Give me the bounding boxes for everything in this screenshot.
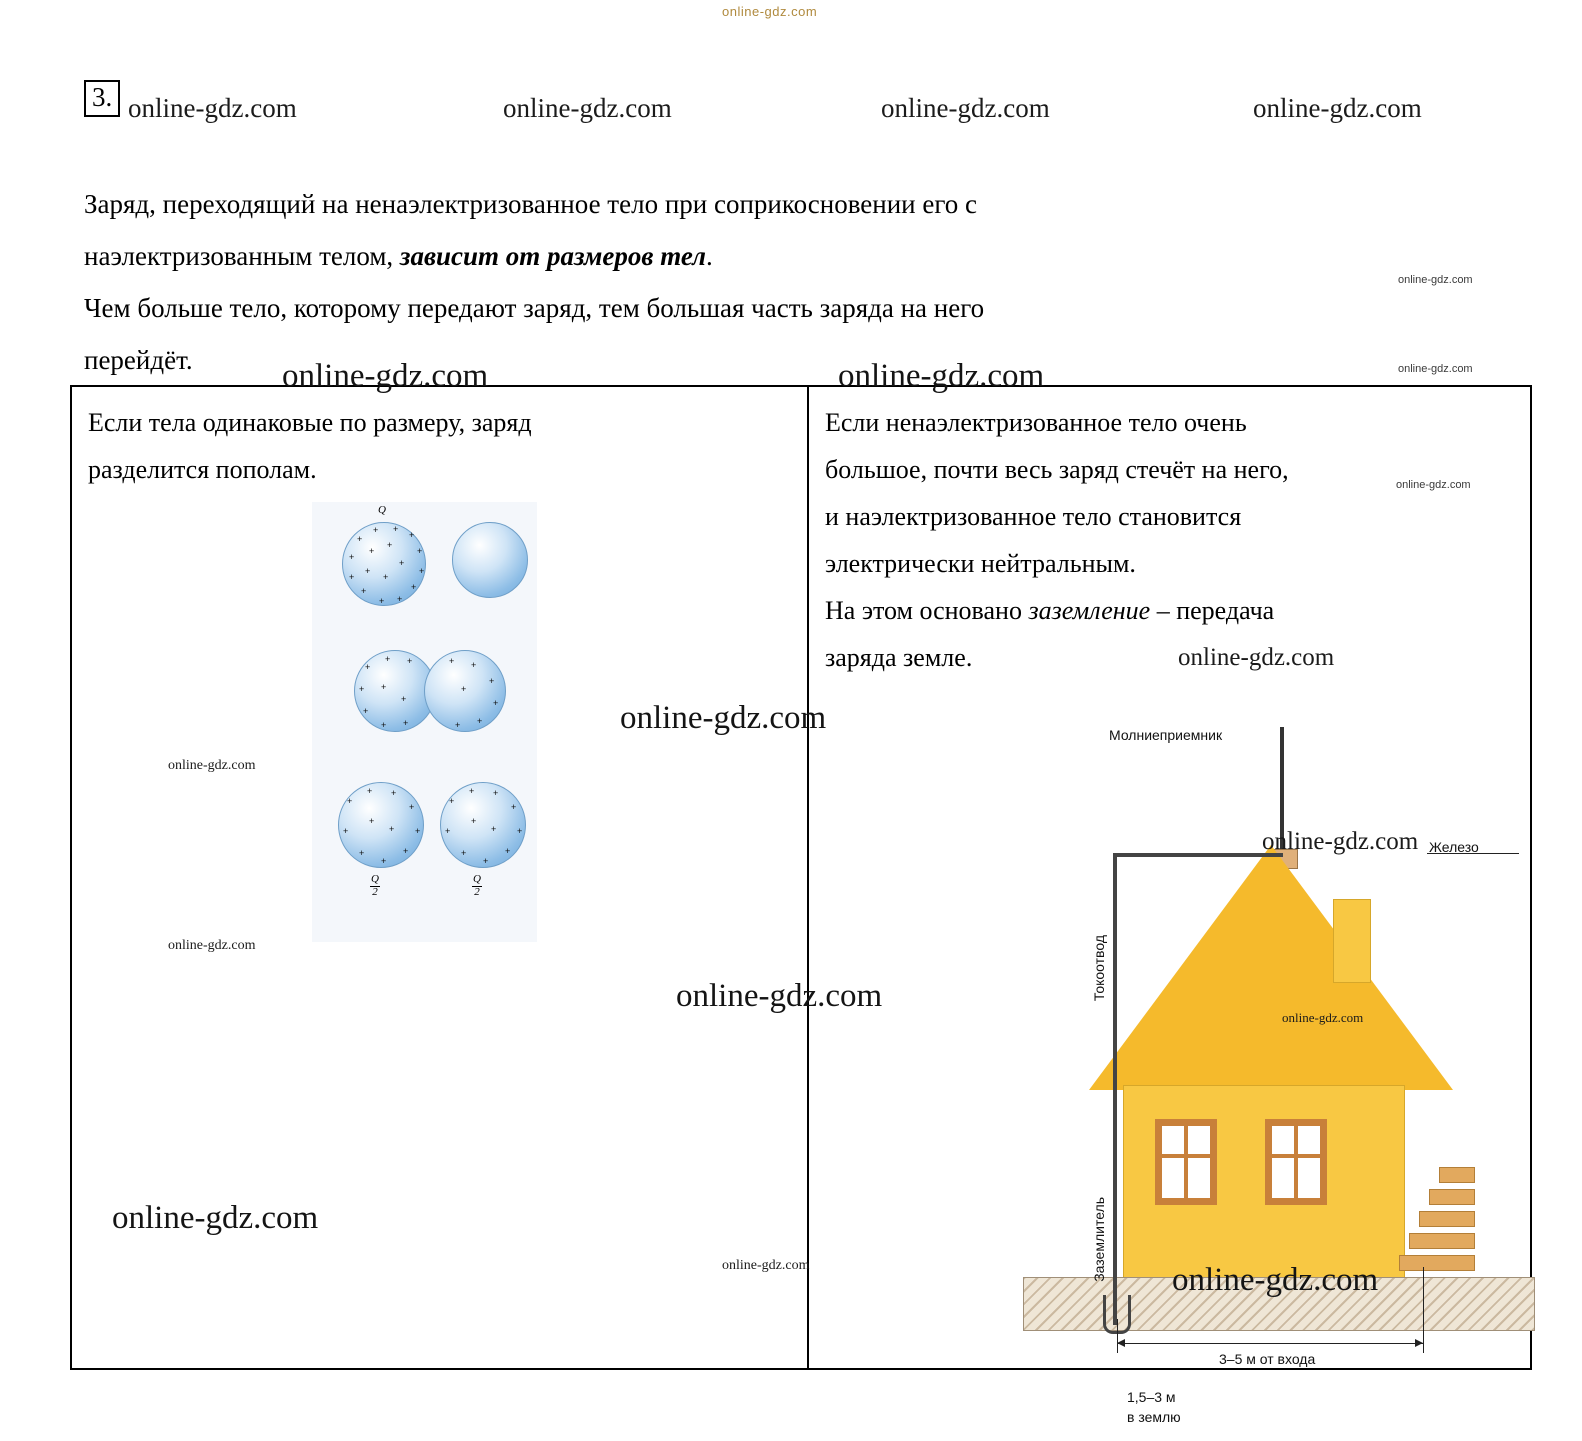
table-cell-left [72, 387, 809, 1368]
window-left [1155, 1119, 1217, 1205]
q-half-left-den: 2 [372, 886, 378, 898]
stairs-shape [1399, 1167, 1479, 1279]
label-lightning-rod: Молниеприемник [1109, 727, 1223, 743]
window-right [1265, 1119, 1327, 1205]
right-cell-line-5 [825, 587, 1514, 634]
down-conductor [1113, 855, 1117, 1325]
watermark-top: online-gdz.com [722, 4, 818, 19]
right-cell-line-3: и наэлектризованное тело становится [825, 502, 1242, 531]
sphere-contact-left: + + + + + + + + + [354, 650, 436, 732]
watermark-big-2: online-gdz.com [838, 358, 1045, 394]
right-cell-line-5-italic: заземление [1028, 596, 1151, 625]
sphere-charged-top: + + + + + + + + + + + + + + + + + [342, 522, 426, 606]
watermark-big-6: online-gdz.com [1172, 1262, 1379, 1298]
q-half-right-num: Q [473, 873, 481, 885]
label-down-conductor: Токоотвод [1091, 935, 1107, 1002]
watermark-mid-2: online-gdz.com [1262, 828, 1419, 855]
watermark-big-5: online-gdz.com [112, 1200, 319, 1236]
left-cell-line-2: разделится пополам. [88, 455, 317, 484]
dimension-line [1117, 1343, 1423, 1344]
intro-line-1: Заряд, переходящий на ненаэлектризованное тело при соприкосновении его с [84, 189, 977, 219]
watermark-small-1: online-gdz.com [168, 758, 256, 773]
lightning-rod-icon [1280, 727, 1284, 855]
watermark-mid-1: online-gdz.com [1178, 644, 1335, 671]
right-cell-line-6: заряда земле. [825, 643, 973, 672]
watermark-small-3: online-gdz.com [722, 1258, 810, 1273]
watermark-header-1: online-gdz.com [128, 93, 297, 123]
roof-shape [1089, 845, 1453, 1090]
dim-tick-left [1117, 1319, 1118, 1353]
q-half-right-den: 2 [474, 886, 480, 898]
intro-line-4: перейдёт. [84, 345, 193, 375]
dim-tick-right [1423, 1267, 1424, 1353]
intro-line-2-before: наэлектризованным телом, [84, 241, 400, 271]
label-iron: Железо [1429, 839, 1479, 855]
right-cell-line-5-after: – передача [1150, 596, 1275, 625]
sphere-contact-right: + + + + + + + [424, 650, 506, 732]
sphere-label-q-half-left [370, 874, 380, 898]
q-half-left-num: Q [371, 873, 379, 885]
ground-hatch [1023, 1277, 1535, 1331]
watermark-header-3: online-gdz.com [881, 93, 1050, 123]
intro-paragraph [84, 178, 1404, 386]
watermark-tiny-2: online-gdz.com [1398, 363, 1473, 375]
label-grounding-electrode: Заземлитель [1091, 1197, 1107, 1282]
watermark-big-1: online-gdz.com [282, 358, 489, 394]
watermark-header-4: online-gdz.com [1253, 93, 1422, 123]
two-spheres-figure [312, 502, 537, 942]
watermark-big-3: online-gdz.com [620, 700, 827, 736]
two-column-table [70, 385, 1532, 1425]
label-distance-from-entrance: 3–5 м от входа [1219, 1351, 1316, 1367]
right-cell-line-1: Если ненаэлектризованное тело очень [825, 408, 1247, 437]
lightning-rod-figure [999, 667, 1559, 1425]
right-cell-text [809, 387, 1530, 681]
chimney-shape [1333, 899, 1371, 983]
left-cell-text [72, 387, 807, 493]
table-cell-right [809, 387, 1530, 1425]
intro-line-2-italic: зависит от размеров тел [399, 241, 707, 271]
watermark-big-4: online-gdz.com [676, 978, 883, 1014]
sphere-label-q-half-right [472, 874, 482, 898]
watermark-tiny-3: online-gdz.com [1396, 479, 1471, 491]
watermark-header-2: online-gdz.com [503, 93, 672, 123]
watermark-tiny-1: online-gdz.com [1398, 274, 1473, 286]
sphere-label-q: Q [378, 504, 386, 516]
intro-line-2 [84, 230, 1404, 282]
sphere-neutral-top [452, 522, 528, 598]
down-conductor-top [1113, 853, 1283, 857]
task-number: 3. [84, 80, 120, 117]
watermark-small-4: online-gdz.com [1282, 1010, 1364, 1025]
intro-line-3: Чем больше тело, которому передают заряд, тем большая часть заряда на него [84, 293, 985, 323]
sphere-result-left: + + + + + + + + + + + [338, 782, 424, 868]
watermark-small-2: online-gdz.com [168, 938, 256, 953]
left-cell-line-1: Если тела одинаковые по размеру, заряд [88, 408, 532, 437]
sphere-result-right: + + + + + + + + + + + [440, 782, 526, 868]
label-depth-line-2: в землю [1127, 1409, 1181, 1425]
intro-line-2-after: . [706, 241, 713, 271]
right-cell-line-2: большое, почти весь заряд стечёт на него, [825, 455, 1289, 484]
right-cell-line-4: электрически нейтральным. [825, 549, 1136, 578]
label-depth-line-1: 1,5–3 м [1127, 1389, 1176, 1405]
right-cell-line-5-before: На этом основано [825, 596, 1029, 625]
